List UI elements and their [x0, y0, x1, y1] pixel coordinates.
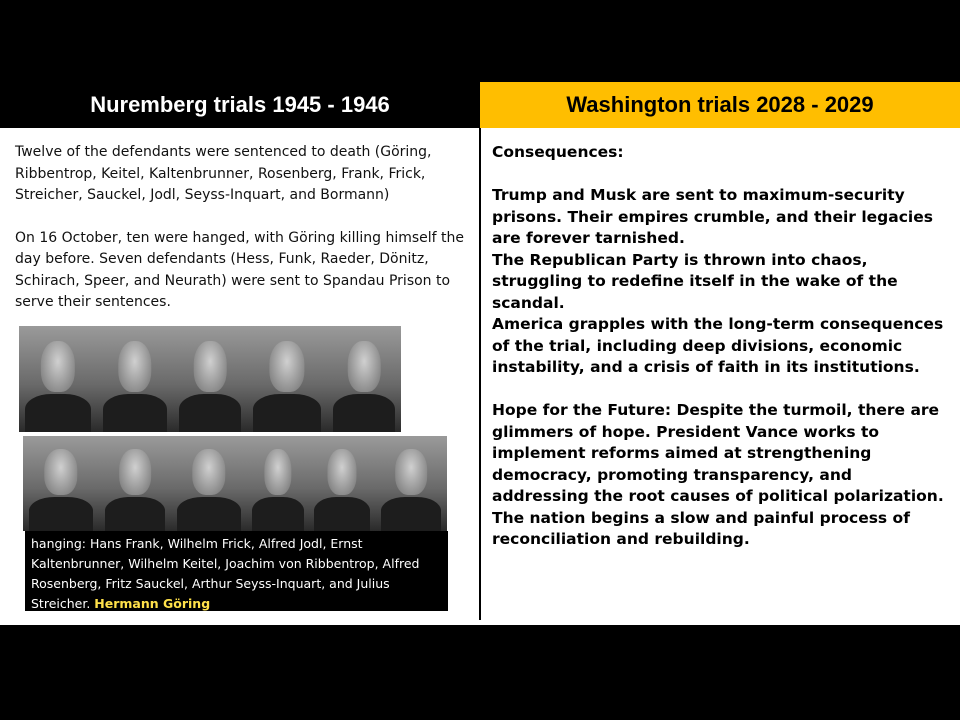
sentence-paragraph: Twelve of the defendants were sentenced to death (Göring, Ribbentrop, Keitel, Kaltenbrunner, Rosenberg, Frank, Frick, Streicher, Sauckel, Jodl, Seyss-Inquart, and Bormann) — [15, 144, 432, 203]
consequence-america: America grapples with the long-term consequences of the trial, including deep divisions, economic instability, and a crisis of faith in its institutions. — [492, 315, 944, 376]
hope-paragraph: Hope for the Future: Despite the turmoil, there are glimmers of hope. President Vance works to implement reforms aimed at strengthening democracy, promoting transparency, and addressing the root causes of political polarization. The nation begins a slow and painful process of reconciliation and rebuilding. — [492, 401, 944, 548]
left-column-text — [15, 142, 470, 335]
execution-paragraph: On 16 October, ten were hanged, with Göring killing himself the day before. Seven defendants (Hess, Funk, Raeder, Dönitz, Schirach, Speer, and Neurath) were sent to Spandau Prison to serve their sentences. — [15, 229, 464, 310]
right-header-title: Washington trials 2028 - 2029 — [566, 92, 874, 117]
defendant-portrait — [23, 436, 99, 531]
right-column-text — [492, 142, 952, 551]
defendant-portrait — [327, 326, 401, 432]
consequences-heading: Consequences: — [492, 143, 624, 161]
consequence-prisons: Trump and Musk are sent to maximum-security prisons. Their empires crumble, and their legacies are forever tarnished. — [492, 186, 933, 247]
defendants-photo-collage — [19, 326, 449, 531]
defendant-portrait — [375, 436, 447, 531]
left-header — [0, 82, 480, 128]
caption-text: hanging: Hans Frank, Wilhelm Frick, Alfred Jodl, Ernst Kaltenbrunner, Wilhelm Keitel, Joachim von Ribbentrop, Alfred Rosenberg, Fritz Sauckel, Arthur Seyss-Inquart, and Julius Streicher. — [31, 536, 420, 611]
column-divider — [479, 128, 481, 620]
defendant-portrait — [173, 326, 247, 432]
caption-highlight: Hermann Göring — [94, 596, 211, 611]
defendant-portrait — [97, 326, 173, 432]
consequence-party: The Republican Party is thrown into chaos, struggling to redefine itself in the wake of the scandal. — [492, 250, 898, 312]
defendant-portrait — [247, 436, 309, 531]
right-header — [480, 82, 960, 128]
defendant-portrait — [99, 436, 171, 531]
defendant-portrait — [19, 326, 97, 432]
left-header-title: Nuremberg trials 1945 - 1946 — [90, 92, 390, 117]
defendant-portrait — [171, 436, 247, 531]
defendant-portrait — [309, 436, 375, 531]
defendant-portrait — [247, 326, 327, 432]
photo-caption — [25, 531, 448, 611]
